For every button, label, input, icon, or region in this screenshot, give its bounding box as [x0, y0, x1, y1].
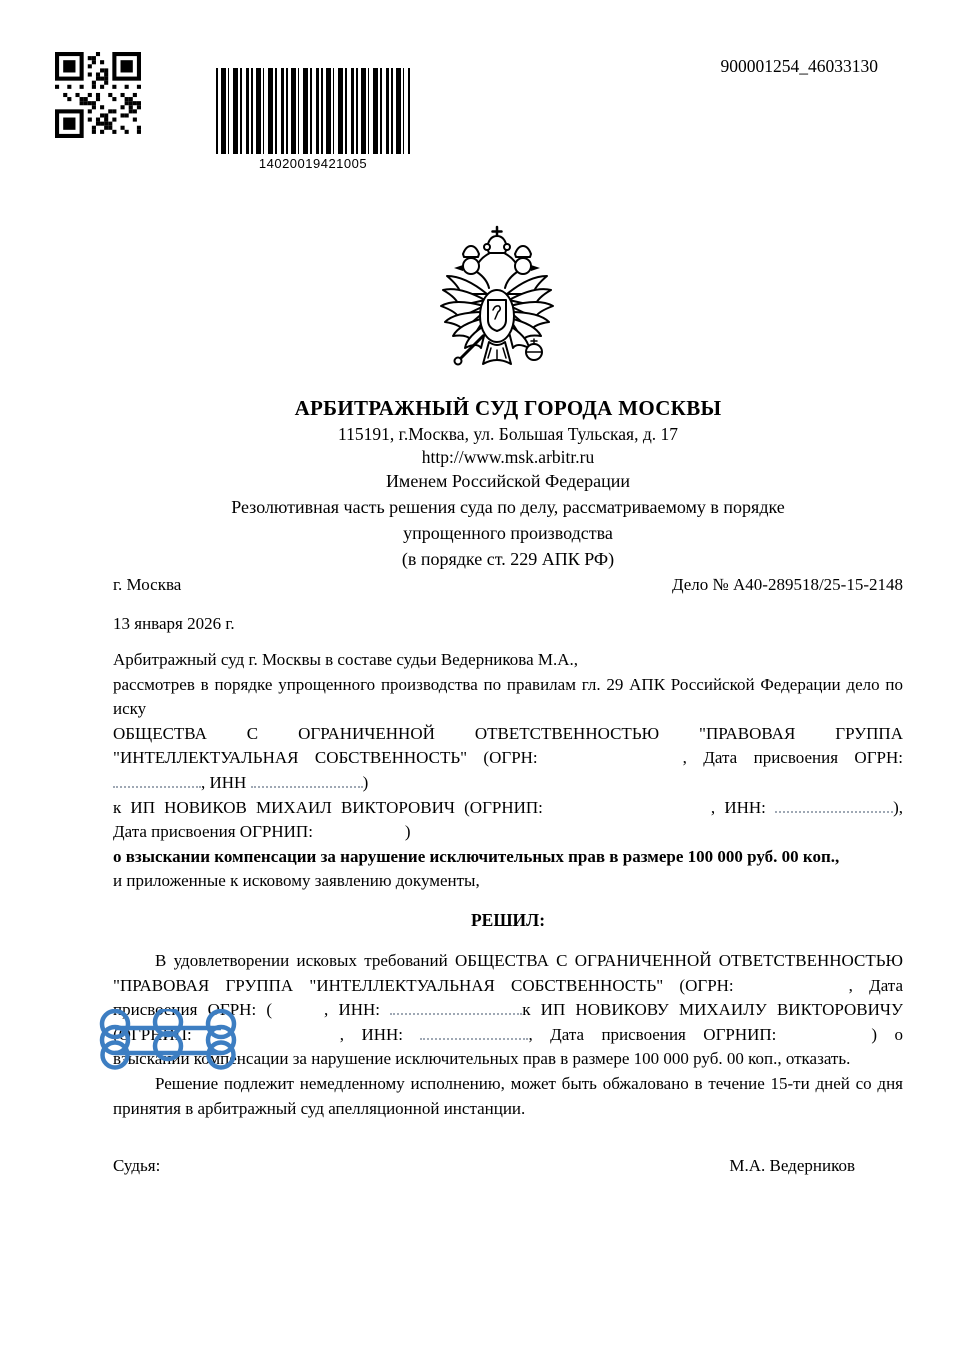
text-segment: ОБЩЕСТВА С ОГРАНИЧЕННОЙ ОТВЕТСТВЕННОСТЬЮ "ПРАВОВАЯ ГРУППА "ИНТЕЛЛЕКТУАЛЬНАЯ СОБСТВЕННОСТЬ" (ОГРН:	[113, 723, 903, 768]
court-name: АРБИТРАЖНЫЙ СУД ГОРОДА МОСКВЫ	[294, 396, 722, 420]
redacted-inn-value	[390, 1002, 522, 1015]
case-row	[113, 572, 903, 597]
text-segment: ), Дата присвоения ОГРНИП:	[113, 797, 903, 842]
court-address: 115191, г.Москва, ул. Большая Тульская, д. 17	[338, 424, 678, 444]
case-number: Дело № А40-289518/25-15-2148	[671, 575, 903, 594]
judge-name: М.А. Ведерников	[729, 1156, 855, 1176]
text-segment: , Дата присвоения ОГРН: (	[113, 975, 903, 1020]
in-name-of-line: Именем Российской Федерации	[385, 471, 631, 491]
text-segment: )	[362, 772, 369, 792]
redacted-inn-value	[420, 1027, 528, 1040]
text-segment: ) о взыскании компенсации за нарушение исключительных прав в размере 100 000 руб. 00 коп., отказать.	[113, 1024, 903, 1069]
decision-date: 13 января 2026 г.	[113, 614, 235, 633]
redacted-ogrn-date-value	[113, 775, 201, 788]
subtitle-line-1: Резолютивная часть решения суда по делу, рассматриваемому в порядке	[231, 497, 785, 517]
appeal-paragraph: Решение подлежит немедленному исполнению, может быть обжаловано в течение 15-ти дней со дня принятия в арбитражный суд апелляционной инстанции.	[113, 1073, 903, 1118]
procedure-paragraph: рассмотрев в порядке упрощенного производства по правилам гл. 29 АПК Российской Федерации дело по иску	[113, 674, 903, 719]
text-segment: к ИП НОВИКОВ МИХАИЛ ВИКТОРОВИЧ (ОГРНИП:	[113, 797, 543, 817]
text-segment: , Дата присвоения ОГРНИП:	[528, 1024, 777, 1044]
text-segment: к ИП НОВИКОВУ МИХАИЛУ ВИКТОРОВИЧУ (ОГРНИП:	[113, 1000, 903, 1044]
claim-paragraph: о взыскании компенсации за нарушение исключительных прав в размере 100 000 руб. 00 коп.,	[113, 846, 840, 866]
document-id: 900001254_46033130	[720, 56, 878, 76]
redacted-ogrnip-date-value	[776, 1036, 871, 1040]
document-body	[113, 0, 903, 1178]
redacted-ogrn-value	[734, 987, 849, 991]
redacted-inn-value	[775, 800, 893, 813]
text-segment: , ИНН:	[710, 797, 766, 817]
barcode-number: 14020019421005	[258, 156, 368, 171]
defendant-paragraph	[113, 796, 903, 845]
text-segment: , Дата присвоения ОГРН:	[682, 748, 903, 768]
text-segment: , ИНН:	[324, 1000, 381, 1020]
text-segment: , ИНН:	[339, 1024, 404, 1044]
signature-row	[113, 1153, 903, 1178]
redacted-ogrnip-value	[543, 809, 711, 813]
text-segment: )	[404, 822, 411, 842]
redacted-ogrn-date-value	[272, 1011, 324, 1015]
redacted-ogrn-value	[538, 759, 683, 763]
text-segment: , ИНН	[201, 772, 247, 792]
subtitle-line-2: упрощенного производства	[403, 523, 613, 543]
attachments-paragraph: и приложенные к исковому заявлению документы,	[113, 871, 480, 891]
court-composition-paragraph: Арбитражный суд г. Москвы в составе судьи Ведерникова М.А.,	[113, 650, 579, 669]
subtitle-line-3: (в порядке ст. 229 АПК РФ)	[401, 549, 615, 569]
resolution-heading: РЕШИЛ:	[470, 909, 546, 930]
blue-chain-annotation-icon	[94, 1009, 242, 1071]
judge-label: Судья:	[113, 1156, 161, 1176]
redacted-ogrnip-date-value	[313, 833, 405, 837]
text-segment: В удовлетворении исковых требований ОБЩЕСТВА С ОГРАНИЧЕННОЙ ОТВЕТСТВЕННОСТЬЮ "ПРАВОВАЯ ГРУППА "ИНТЕЛЛЕКТУАЛЬНАЯ СОБСТВЕННОСТЬ" (ОГРН:	[113, 950, 903, 995]
plaintiff-paragraph	[113, 722, 903, 796]
redacted-inn-value	[251, 775, 363, 788]
city-label: г. Москва	[113, 575, 182, 594]
court-website: http://www.msk.arbitr.ru	[421, 447, 595, 467]
